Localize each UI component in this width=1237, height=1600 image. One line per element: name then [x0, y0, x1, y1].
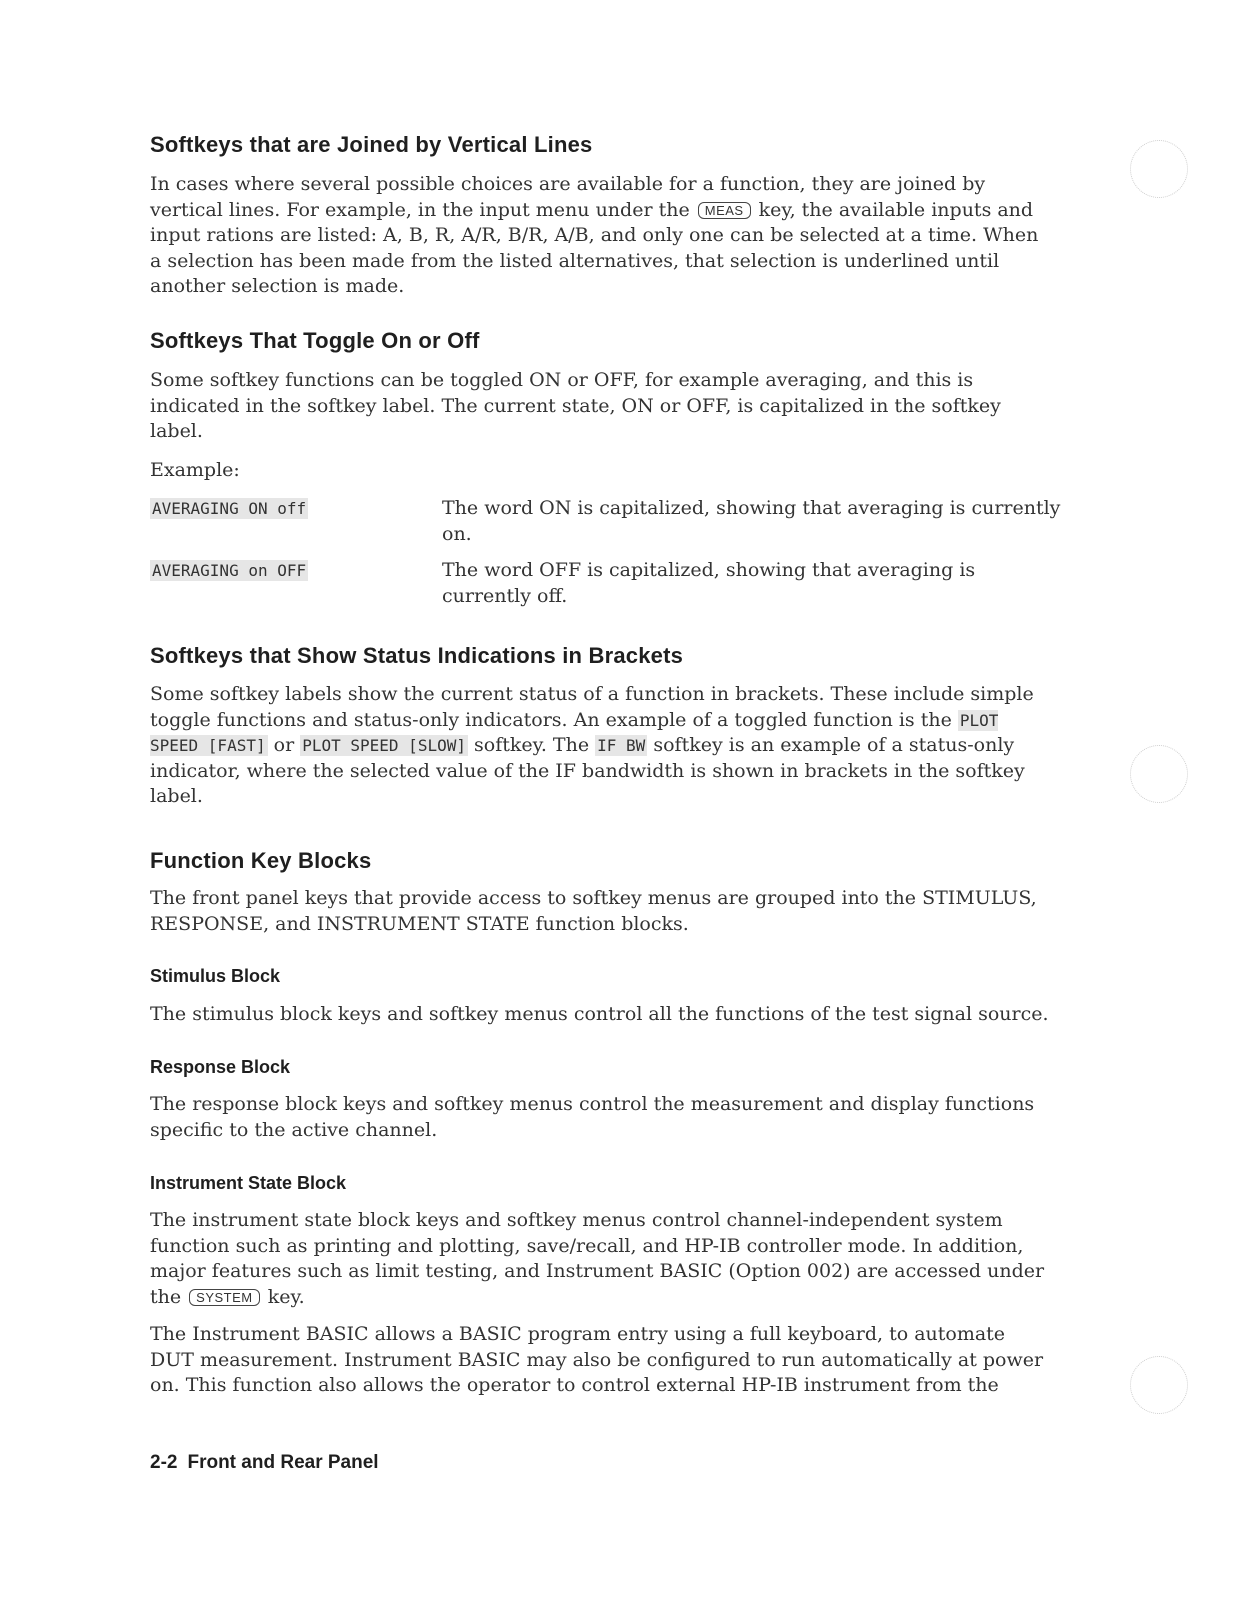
softkey-averaging-on: AVERAGING ON off [152, 499, 307, 518]
binder-hole-middle [1130, 745, 1188, 803]
page-footer [150, 1452, 379, 1474]
softkey-if-bw: IF BW [597, 736, 646, 755]
heading-stimulus: Stimulus Block [150, 966, 281, 986]
heading-response: Response Block [150, 1057, 291, 1077]
footer-title: Front and Rear Panel [187, 1452, 379, 1473]
function-blocks-paragraph: The front panel keys that provide access to softkey menus are grouped into the STIMULUS, RESPONSE, and INSTRUMENT STATE function blocks. [150, 887, 1037, 935]
example-description-on: The word ON is capitalized, showing that averaging is currently on. [442, 497, 1061, 545]
heading-joined: Softkeys that are Joined by Vertical Lines [150, 132, 593, 157]
heading-instrument-state: Instrument State Block [150, 1173, 347, 1193]
softkey-plot-speed-fast: PLOT SPEED [FAST] [150, 710, 999, 755]
example-label: Example: [150, 459, 240, 481]
page-number: 2-2 [150, 1452, 178, 1473]
response-paragraph: The response block keys and softkey menus control the measurement and display functions specific to the active channel. [150, 1093, 1035, 1141]
meas-key: MEAS [698, 202, 751, 219]
joined-paragraph: In cases where several possible choices are available for a function, they are joined by vertical lines. For example, in the input menu under the MEAS key, the available inputs and input rations are listed: A, B, R, A/R, B/R, A/B, and only one can be selected at a time. When a selection has been made from the listed alternatives, that selection is underlined until another selection is made. [150, 173, 1039, 297]
example-description-off: The word OFF is capitalized, showing that averaging is currently off. [442, 559, 976, 607]
instrument-basic-paragraph: The Instrument BASIC allows a BASIC program entry using a full keyboard, to automate DUT measurement. Instrument BASIC may also be configured to run automatically at power on. This function also allows the operator to control external HP-IB instrument from the [150, 1323, 1044, 1396]
heading-brackets: Softkeys that Show Status Indications in Brackets [150, 643, 684, 668]
binder-hole-bottom [1130, 1356, 1188, 1414]
softkey-averaging-off: AVERAGING on OFF [152, 561, 307, 580]
stimulus-paragraph: The stimulus block keys and softkey menus control all the functions of the test signal source. [150, 1003, 1049, 1025]
toggle-paragraph: Some softkey functions can be toggled ON or OFF, for example averaging, and this is indicated in the softkey label. The current state, ON or OFF, is capitalized in the softkey label. [150, 369, 1001, 442]
instrument-state-paragraph: The instrument state block keys and softkey menus control channel-independent system function such as printing and plotting, save/recall, and HP-IB controller mode. In addition, major features such as limit testing, and Instrument BASIC (Option 002) are accessed under the SYSTEM key. [150, 1209, 1045, 1308]
brackets-paragraph: Some softkey labels show the current status of a function in brackets. These include simple toggle functions and status-only indicators. An example of a toggled function is the PLOT SPEED [FAST] or PLOT SPEED [SLOW] softkey. The IF BW softkey is an example of a status-only indicator, where the selected value of the IF bandwidth is shown in brackets in the softkey label. [150, 683, 1034, 807]
binder-hole-top [1130, 140, 1188, 198]
softkey-plot-speed-slow: PLOT SPEED [SLOW] [302, 736, 466, 755]
system-key: SYSTEM [189, 1289, 259, 1306]
heading-function-blocks: Function Key Blocks [150, 848, 372, 873]
heading-toggle: Softkeys That Toggle On or Off [150, 328, 480, 353]
